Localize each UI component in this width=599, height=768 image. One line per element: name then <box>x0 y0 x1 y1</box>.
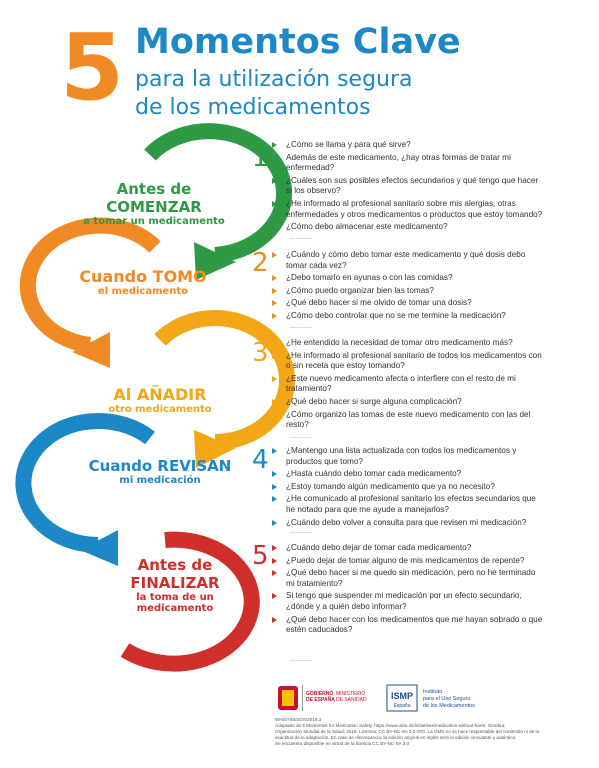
list-item: ¿Debo tomarlo en ayunas o con las comidas? <box>272 273 544 284</box>
list-item: ¿Cuándo y cómo debo tomar este medicamento y qué dosis debo tomar cada vez? <box>272 250 544 271</box>
list-item: ¿Estoy tomando algún medicamento que ya no necesito? <box>272 482 544 493</box>
svg-text:MINISTERIO: MINISTERIO <box>336 691 366 697</box>
list-item: ¿Este nuevo medicamento afecta o interfiere con el resto de mi tratamiento? <box>272 374 544 395</box>
list-item: ¿Cómo debo almacenar este medicamento? <box>272 222 544 233</box>
footer-line: Organización Mundial de la Salud; 2019. Licencia: CC BY-NC-SA 3.0 IGO. La OMS no se hace responsable del contenido ni de la <box>275 729 540 734</box>
stage-3-label: Al AÑADIR otro medicamento <box>108 385 212 415</box>
list-item: ¿Cuáles son sus posibles efectos secundarios y qué tengo que hacer si los observo? <box>272 176 544 197</box>
svg-text:para el Uso Seguro: para el Uso Seguro <box>423 696 471 702</box>
svg-text:DE SANIDAD: DE SANIDAD <box>336 697 367 703</box>
question-list-2 <box>272 250 544 324</box>
list-item: ¿He informado al profesional sanitario de todos los medicamentos con o sin receta que estoy tomando? <box>272 351 544 372</box>
list-item: Además de este medicamento, ¿hay otras formas de tratar mi enfermedad? <box>272 153 544 174</box>
divider <box>290 532 312 533</box>
list-item: Si tengo que suspender mi medicación por un efecto secundario, ¿dónde y a quién debo informar? <box>272 591 544 612</box>
svg-text:GOBIERNO: GOBIERNO <box>306 691 334 697</box>
list-item: ¿He comunicado al profesional sanitario los efectos secundarios que he notado para que me ayude a manejarlos? <box>272 494 544 515</box>
question-list-1 <box>272 140 544 235</box>
stage-2-number: 2 <box>252 248 269 278</box>
arrow-stage-3 <box>160 318 287 442</box>
stage-1-label: Antes de COMENZAR a tomar un medicamento <box>83 180 225 227</box>
footer-code: WHO/HIS/SDS/2019.3 <box>275 717 322 722</box>
list-item: ¿Qué debo hacer si me olvido de tomar una dosis? <box>272 298 544 309</box>
question-list-5 <box>272 543 544 638</box>
divider <box>290 437 312 438</box>
list-item: ¿Qué debo hacer si surge alguna complicación? <box>272 397 544 408</box>
page-title: Momentos Clave <box>135 22 461 62</box>
footer-line: exactitud de la adaptación. En caso de discrepancia, la edición original en inglés será la edición vinculante y auténtica. <box>275 735 517 740</box>
svg-text:DE ESPAÑA: DE ESPAÑA <box>306 697 335 703</box>
footer-credits <box>275 717 545 747</box>
list-item: ¿He informado al profesional sanitario sobre mis alergias, otras enfermedades y otros medicamentos o productos que estoy tomando? <box>272 199 544 220</box>
list-item: ¿Cómo se llama y para qué sirve? <box>272 140 544 151</box>
list-item: ¿Cómo debo controlar que no se me termine la medicación? <box>272 311 544 322</box>
footer-line: Se encuentra disponible en virtud de la licencia CC BY-NC-SA 3.0 <box>275 741 410 746</box>
svg-text:Instituto: Instituto <box>423 689 443 695</box>
coat-of-arms-icon <box>276 683 371 713</box>
stage-2-label: Cuando TOMO el medicamento <box>79 267 207 297</box>
footer-line: Adaptado de 5 Momentos for Medication Safety. https://www.who.int/initiatives/medication-without-harm. Ginebra: <box>275 723 506 728</box>
stage-4-label: Cuando REVISAN mi medicación <box>88 457 232 486</box>
svg-text:de los Medicamentos: de los Medicamentos <box>423 703 475 709</box>
list-item: ¿Qué debo hacer con los medicamentos que me hayan sobrado o que estén caducados? <box>272 615 544 636</box>
ismp-logo <box>385 683 525 713</box>
list-item: ¿Cómo puedo organizar bien las tomas? <box>272 286 544 297</box>
divider <box>290 238 312 239</box>
question-list-3 <box>272 338 544 433</box>
question-list-4 <box>272 446 544 530</box>
government-logo <box>276 683 371 713</box>
svg-text:España: España <box>393 703 411 709</box>
page-subtitle-line2: de los medicamentos <box>135 95 371 120</box>
stage-5-label: Antes de FINALIZAR la toma de un medicamento <box>130 556 220 614</box>
divider <box>290 660 312 661</box>
list-item: ¿Qué debo hacer si me quedo sin medicación, pero no he terminado mi tratamiento? <box>272 568 544 589</box>
divider <box>290 327 312 328</box>
list-item: ¿He entendido la necesidad de tomar otro medicamento más? <box>272 338 544 349</box>
list-item: ¿Puedo dejar de tomar alguno de mis medicamentos de repente? <box>272 556 544 567</box>
page-subtitle-line1: para la utilización segura <box>135 67 413 92</box>
list-item: ¿Cómo organizo las tomas de este nuevo medicamento con las del resto? <box>272 410 544 431</box>
ismp-icon <box>385 683 525 713</box>
list-item: ¿Mantengo una lista actualizada con todos los medicamentos y productos que tomo? <box>272 446 544 467</box>
title-number: 5 <box>60 14 125 121</box>
stage-1-number: 1 <box>252 143 269 173</box>
stage-5-number: 5 <box>252 541 269 571</box>
stage-4-number: 4 <box>252 445 269 475</box>
list-item: ¿Cuándo debo volver a consulta para que revisen mi medicación? <box>272 518 544 529</box>
stage-3-number: 3 <box>252 338 269 368</box>
list-item: ¿Cuándo debo dejar de tomar cada medicamento? <box>272 543 544 554</box>
list-item: ¿Hasta cuándo debo tomar cada medicamento? <box>272 469 544 480</box>
svg-text:ISMP: ISMP <box>390 691 414 701</box>
